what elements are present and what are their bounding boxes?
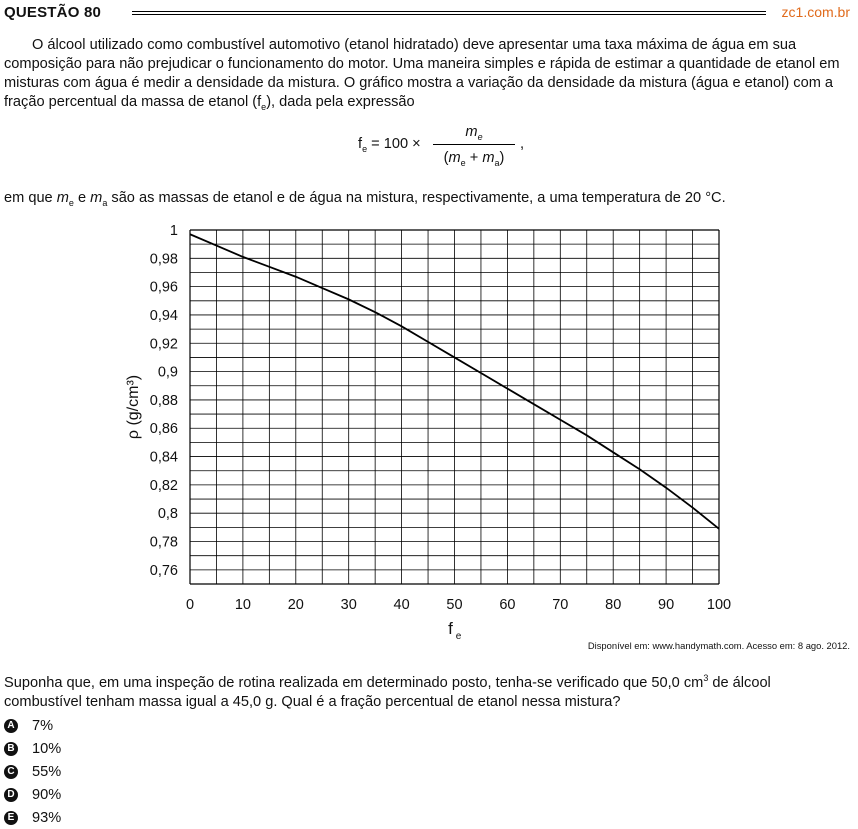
- den-m1: m: [448, 150, 461, 166]
- explain-m-e: m: [56, 190, 69, 206]
- formula-f: f: [358, 136, 363, 152]
- option-e-text: 93%: [32, 809, 62, 826]
- y-tick-label: 0,78: [149, 534, 178, 551]
- y-axis-label: ρ (g/cm³): [125, 374, 142, 440]
- x-tick-label: 10: [234, 597, 251, 613]
- x-axis-label-subscript: e: [455, 631, 462, 642]
- x-tick-label: 90: [658, 597, 675, 613]
- option-c-text: 55%: [32, 763, 62, 780]
- y-tick-label: 0,86: [149, 421, 178, 438]
- option-b-text: 10%: [32, 740, 62, 757]
- explain-m-a: m: [90, 190, 103, 206]
- explain-text-1: em que: [4, 190, 57, 206]
- source-citation: Disponível em: www.handymath.com. Acesso em: 8 ago. 2012.: [587, 640, 850, 651]
- y-tick-label: 0,82: [149, 477, 178, 494]
- formula-fraction: [433, 122, 515, 168]
- site-watermark: zc1.com.br: [781, 4, 850, 20]
- y-tick-label: 1: [169, 223, 178, 239]
- formula-f-sub: e: [362, 143, 368, 154]
- x-tick-label: 100: [706, 597, 732, 613]
- density-chart: [110, 220, 750, 645]
- x-tick-label: 40: [393, 597, 410, 613]
- option-e[interactable]: [4, 806, 61, 829]
- num-m-sub: e: [477, 131, 483, 142]
- option-b[interactable]: [4, 737, 61, 760]
- den-m2-sub: a: [494, 157, 500, 168]
- formula-denominator: [433, 148, 515, 168]
- x-tick-label: 20: [287, 597, 304, 613]
- x-tick-label: 80: [605, 597, 622, 613]
- x-axis-label: f: [448, 619, 453, 638]
- den-plus: +: [465, 150, 483, 166]
- option-b-badge: B: [4, 742, 18, 756]
- intro-paragraph: [4, 36, 850, 117]
- intro-text-1: O álcool utilizado como combustível automotivo (etanol hidratado) deve apresentar uma taxa máxima de água em sua composição para não prejudicar o funcionamento do motor. Uma maneira simples e rápida de estimar a quantidade de etanol em misturas com água é medir a densidade da mistura. O gráfico mostra a variação da densidade da mistura (água e etanol) com a fração percentual da massa de etanol (f: [4, 37, 840, 110]
- option-c-badge: C: [4, 765, 18, 779]
- explain-sub-e: e: [68, 197, 74, 208]
- formula-fraction-bar: [433, 144, 515, 145]
- formula-equals: = 100 ×: [367, 136, 421, 152]
- question-superscript: 3: [703, 673, 709, 683]
- question-paragraph: [4, 669, 850, 712]
- x-tick-label: 60: [499, 597, 516, 613]
- option-a-text: 7%: [32, 717, 54, 734]
- intro-subscript-e: e: [261, 101, 267, 112]
- explain-text-3: são as massas de etanol e de água na mistura, respectivamente, a uma temperatura de 20 °C.: [107, 190, 726, 206]
- den-open: (: [443, 150, 449, 166]
- explain-paragraph: [4, 189, 850, 213]
- option-d-text: 90%: [32, 786, 62, 803]
- num-m: m: [465, 124, 478, 140]
- den-m2: m: [482, 150, 495, 166]
- option-d[interactable]: [4, 783, 61, 806]
- question-header: [4, 2, 850, 24]
- x-tick-label: 70: [552, 597, 569, 613]
- y-tick-label: 0,76: [149, 562, 178, 579]
- y-tick-label: 0,96: [149, 279, 178, 296]
- formula-lhs: [358, 136, 421, 154]
- question-title: QUESTÃO 80: [4, 4, 102, 21]
- y-tick-label: 0,98: [149, 251, 178, 268]
- den-m1-sub: e: [460, 157, 466, 168]
- y-tick-label: 0,92: [149, 336, 178, 353]
- question-text-1: Suponha que, em uma inspeção de rotina realizada em determinado posto, tenha-se verificado que 50,0 cm: [4, 674, 704, 691]
- x-tick-label: 30: [340, 597, 357, 613]
- header-rule: [132, 11, 766, 15]
- answer-options: [4, 714, 61, 829]
- mass-fraction-formula: [355, 122, 555, 172]
- option-c[interactable]: [4, 760, 61, 783]
- x-tick-label: 0: [185, 597, 195, 613]
- option-a[interactable]: [4, 714, 61, 737]
- den-close: ): [499, 150, 505, 166]
- x-tick-label: 50: [446, 597, 463, 613]
- intro-text-2: ), dada pela expressão: [266, 94, 415, 110]
- y-tick-label: 0,88: [149, 392, 178, 409]
- explain-text-2: e: [73, 190, 91, 206]
- y-tick-label: 0,84: [149, 449, 178, 466]
- formula-numerator: [433, 122, 515, 142]
- explain-sub-a: a: [102, 197, 108, 208]
- y-tick-label: 0,94: [149, 307, 178, 324]
- y-tick-label: 0,8: [157, 506, 178, 523]
- option-d-badge: D: [4, 788, 18, 802]
- option-a-badge: A: [4, 719, 18, 733]
- option-e-badge: E: [4, 811, 18, 825]
- y-tick-label: 0,9: [157, 364, 178, 381]
- question-text-2: de álcool combustível tenham massa igual a 45,0 g. Qual é a fração percentual de etanol nessa mistura?: [4, 674, 771, 710]
- formula-comma: ,: [520, 136, 525, 152]
